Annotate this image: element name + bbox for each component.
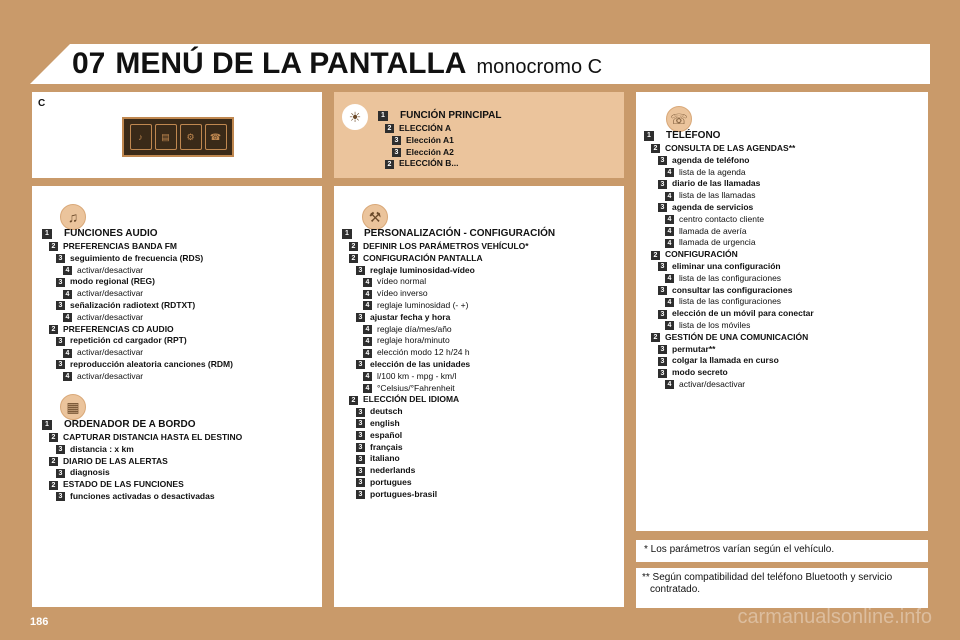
level-badge: 1 xyxy=(342,229,352,239)
level-badge: 3 xyxy=(658,180,667,189)
menu-item-level-3 xyxy=(644,367,814,379)
level-badge: 4 xyxy=(665,239,674,248)
menu-item-level-4 xyxy=(342,347,555,359)
menu-item-level-3 xyxy=(644,178,814,190)
funcion-principal-menu xyxy=(378,108,501,170)
level-badge: 3 xyxy=(658,156,667,165)
menu-item-label: english xyxy=(370,417,400,428)
telefono-panel xyxy=(636,92,928,531)
menu-item-label: reglaje hora/minuto xyxy=(377,335,450,346)
level-badge: 4 xyxy=(665,227,674,236)
menu-item-level-4 xyxy=(42,312,233,324)
menu-item-label: diagnosis xyxy=(70,467,110,478)
level-badge: 3 xyxy=(658,203,667,212)
level-badge: 3 xyxy=(56,445,65,454)
level-badge: 1 xyxy=(644,131,654,141)
menu-item-level-3 xyxy=(644,155,814,167)
level-badge: 1 xyxy=(42,420,52,430)
level-badge: 4 xyxy=(63,290,72,299)
menu-item-level-4 xyxy=(644,190,814,202)
menu-item-label: portugues-brasil xyxy=(370,488,438,499)
level-badge: 3 xyxy=(658,345,667,354)
level-badge: 2 xyxy=(49,242,58,251)
level-badge: 3 xyxy=(56,492,65,501)
level-badge: 4 xyxy=(665,298,674,307)
page-number: 186 xyxy=(30,616,49,628)
menu-item-label: centro contacto cliente xyxy=(679,213,765,224)
menu-item-label: deutsch xyxy=(370,406,403,417)
menu-item-label: eliminar una configuración xyxy=(672,260,781,271)
menu-item-label: activar/desactivar xyxy=(77,288,144,299)
sun-icon: ☀ xyxy=(342,104,368,130)
chapter-number: 07 xyxy=(72,47,106,80)
menu-item-label: PERSONALIZACIÓN - CONFIGURACIÓN xyxy=(364,227,556,239)
title-main: MENÚ DE LA PANTALLA xyxy=(115,47,467,80)
level-badge: 4 xyxy=(363,349,372,358)
menu-item-level-4 xyxy=(342,383,555,395)
menu-item-level-2 xyxy=(644,143,814,155)
level-badge: 2 xyxy=(385,124,394,133)
menu-item-label: CONFIGURACIÓN PANTALLA xyxy=(363,252,483,263)
menu-item-label: activar/desactivar xyxy=(77,347,144,358)
level-badge: 4 xyxy=(665,321,674,330)
menu-item-level-3 xyxy=(342,477,555,489)
level-badge: 3 xyxy=(658,357,667,366)
settings-icon: ⚙ xyxy=(180,124,202,150)
menu-item-label: diario de las llamadas xyxy=(672,178,761,189)
level-badge: 4 xyxy=(63,266,72,275)
menu-item-level-1 xyxy=(42,417,242,432)
menu-item-level-2 xyxy=(42,479,242,491)
level-badge: 3 xyxy=(356,419,365,428)
menu-item-label: ELECCIÓN DEL IDIOMA xyxy=(363,394,460,405)
level-badge: 2 xyxy=(49,481,58,490)
menu-item-label: distancia : x km xyxy=(70,443,134,454)
level-badge: 3 xyxy=(392,148,401,157)
menu-item-label: agenda de teléfono xyxy=(672,154,750,165)
menu-item-label: Elección A2 xyxy=(406,146,454,157)
menu-item-label: colgar la llamada en curso xyxy=(672,355,779,366)
menu-item-label: seguimiento de frecuencia (RDS) xyxy=(70,252,204,263)
menu-item-level-3 xyxy=(42,335,233,347)
menu-item-label: nederlands xyxy=(370,465,416,476)
menu-item-level-4 xyxy=(644,226,814,238)
level-badge: 2 xyxy=(349,242,358,251)
level-badge: 3 xyxy=(356,408,365,417)
level-badge: 4 xyxy=(665,168,674,177)
audio-icon: ♪ xyxy=(130,124,152,150)
menu-item-level-4 xyxy=(644,379,814,391)
level-badge: 1 xyxy=(42,229,52,239)
menu-item-level-4 xyxy=(342,300,555,312)
menu-item-label: agenda de servicios xyxy=(672,201,754,212)
level-badge: 3 xyxy=(356,455,365,464)
menu-item-label: lista de las llamadas xyxy=(679,190,756,201)
page-title xyxy=(72,44,602,84)
menu-item-label: reglaje luminosidad (- +) xyxy=(377,299,469,310)
level-badge: 3 xyxy=(658,369,667,378)
personalizacion-panel xyxy=(334,186,624,607)
level-badge: 2 xyxy=(349,396,358,405)
level-badge: 4 xyxy=(363,372,372,381)
menu-item-label: llamada de urgencia xyxy=(679,237,756,248)
menu-item-level-4 xyxy=(342,288,555,300)
telefono-menu xyxy=(644,128,814,391)
phone-icon: ☎ xyxy=(205,124,227,150)
menu-item-label: GESTIÓN DE UNA COMUNICACIÓN xyxy=(665,331,809,342)
menu-item-level-3 xyxy=(42,253,233,265)
level-badge: 3 xyxy=(356,478,365,487)
level-badge: 2 xyxy=(349,254,358,263)
menu-item-level-3 xyxy=(42,467,242,479)
display-panel xyxy=(32,92,322,178)
menu-item-label: repetición cd cargador (RPT) xyxy=(70,335,187,346)
menu-item-level-2 xyxy=(342,253,555,265)
menu-item-label: señalización radiotext (RDTXT) xyxy=(70,299,196,310)
menu-item-label: français xyxy=(370,441,403,452)
personalization-icon: ⚒ xyxy=(362,204,388,230)
audio-menu xyxy=(42,226,233,383)
menu-item-label: ORDENADOR DE A BORDO xyxy=(64,418,196,430)
menu-item-level-3 xyxy=(42,491,242,503)
menu-item-level-3 xyxy=(342,430,555,442)
menu-item-level-3 xyxy=(342,453,555,465)
menu-item-level-1 xyxy=(644,128,814,143)
level-badge: 4 xyxy=(363,278,372,287)
menu-item-label: lista de las configuraciones xyxy=(679,272,782,283)
menu-item-level-3 xyxy=(378,147,501,159)
level-badge: 3 xyxy=(356,360,365,369)
title-sub: monocromo C xyxy=(476,56,603,78)
menu-item-level-4 xyxy=(644,273,814,285)
menu-item-label: CONSULTA DE LAS AGENDAS** xyxy=(665,143,796,153)
menu-item-level-3 xyxy=(342,465,555,477)
menu-item-level-4 xyxy=(42,265,233,277)
level-badge: 3 xyxy=(658,262,667,271)
menu-item-label: elección de un móvil para conectar xyxy=(672,308,814,319)
level-badge: 4 xyxy=(363,290,372,299)
personalizacion-menu xyxy=(342,226,555,501)
menu-item-level-3 xyxy=(644,285,814,297)
menu-item-level-4 xyxy=(342,276,555,288)
computer-icon: ▤ xyxy=(155,124,177,150)
menu-item-level-3 xyxy=(342,265,555,277)
level-badge: 2 xyxy=(385,160,394,169)
level-badge: 4 xyxy=(63,349,72,358)
level-badge: 3 xyxy=(356,443,365,452)
menu-item-level-4 xyxy=(342,335,555,347)
menu-item-level-1 xyxy=(42,226,233,241)
menu-item-label: vídeo normal xyxy=(377,276,427,287)
menu-item-label: activar/desactivar xyxy=(679,378,746,389)
menu-item-label: FUNCIÓN PRINCIPAL xyxy=(400,109,502,121)
level-badge: 4 xyxy=(363,325,372,334)
menu-item-level-3 xyxy=(644,344,814,356)
level-badge: 2 xyxy=(651,333,660,342)
level-badge: 3 xyxy=(56,337,65,346)
footnote-2-text: ** Según compatibilidad del teléfono Bluetooth y servicio contratado. xyxy=(642,572,893,595)
menu-item-level-3 xyxy=(342,406,555,418)
telephone-icon: ☏ xyxy=(666,106,692,132)
menu-item-level-2 xyxy=(342,394,555,406)
menu-item-label: consultar las configuraciones xyxy=(672,284,793,295)
menu-item-label: CONFIGURACIÓN xyxy=(665,249,738,260)
menu-item-level-4 xyxy=(644,320,814,332)
menu-item-label: modo secreto xyxy=(672,367,728,378)
level-badge: 2 xyxy=(49,433,58,442)
footnote-1 xyxy=(636,540,928,562)
level-badge: 3 xyxy=(56,254,65,263)
display-label: C xyxy=(38,98,46,109)
menu-item-level-4 xyxy=(42,288,233,300)
level-badge: 3 xyxy=(356,266,365,275)
menu-item-label: activar/desactivar xyxy=(77,370,144,381)
menu-item-level-4 xyxy=(342,371,555,383)
level-badge: 3 xyxy=(356,431,365,440)
menu-item-label: reglaje luminosidad-vídeo xyxy=(370,264,475,275)
menu-item-level-3 xyxy=(42,359,233,371)
level-badge: 2 xyxy=(49,325,58,334)
watermark: carmanualsonline.info xyxy=(737,606,932,628)
menu-item-label: PREFERENCIAS CD AUDIO xyxy=(63,323,174,334)
menu-item-level-3 xyxy=(42,444,242,456)
menu-item-level-3 xyxy=(644,308,814,320)
level-badge: 4 xyxy=(363,301,372,310)
footnote-2 xyxy=(636,568,928,608)
level-badge: 4 xyxy=(665,215,674,224)
level-badge: 3 xyxy=(56,469,65,478)
menu-item-label: elección modo 12 h/24 h xyxy=(377,347,470,358)
menu-item-label: TELÉFONO xyxy=(666,129,721,141)
menu-item-level-3 xyxy=(644,261,814,273)
audio-function-icon: ♫ xyxy=(60,204,86,230)
menu-item-level-4 xyxy=(42,347,233,359)
menu-item-label: portugues xyxy=(370,476,412,487)
level-badge: 4 xyxy=(363,337,372,346)
menu-item-level-4 xyxy=(42,371,233,383)
level-badge: 4 xyxy=(63,313,72,322)
menu-item-level-2 xyxy=(378,123,501,135)
menu-item-label: activar/desactivar xyxy=(77,311,144,322)
menu-item-level-2 xyxy=(42,456,242,468)
level-badge: 3 xyxy=(56,278,65,287)
menu-item-label: °Celsius/°Fahrenheit xyxy=(377,382,455,393)
menu-item-label: activar/desactivar xyxy=(77,264,144,275)
audio-panel xyxy=(32,186,322,607)
onboard-computer-icon: ▦ xyxy=(60,394,86,420)
monochrome-display xyxy=(122,117,234,157)
menu-item-level-4 xyxy=(644,296,814,308)
level-badge: 3 xyxy=(392,136,401,145)
menu-item-label: CAPTURAR DISTANCIA HASTA EL DESTINO xyxy=(63,432,243,442)
menu-item-label: lista de las configuraciones xyxy=(679,296,782,307)
level-badge: 2 xyxy=(651,251,660,260)
menu-item-label: reglaje día/mes/año xyxy=(377,323,452,334)
level-badge: 4 xyxy=(665,192,674,201)
menu-item-label: DIARIO DE LAS ALERTAS xyxy=(63,455,168,466)
menu-item-label: FUNCIONES AUDIO xyxy=(64,227,158,239)
funcion-principal-panel xyxy=(334,92,624,178)
menu-item-label: italiano xyxy=(370,453,400,464)
level-badge: 4 xyxy=(665,380,674,389)
menu-item-label: ESTADO DE LAS FUNCIONES xyxy=(63,479,184,490)
menu-item-level-2 xyxy=(644,249,814,261)
menu-item-level-3 xyxy=(378,135,501,147)
menu-item-level-3 xyxy=(342,418,555,430)
menu-item-label: DEFINIR LOS PARÁMETROS VEHÍCULO* xyxy=(363,241,529,251)
menu-item-label: PREFERENCIAS BANDA FM xyxy=(63,241,177,251)
level-badge: 4 xyxy=(63,372,72,381)
menu-item-label: llamada de avería xyxy=(679,225,747,236)
menu-item-label: ajustar fecha y hora xyxy=(370,311,451,322)
menu-item-label: modo regional (REG) xyxy=(70,276,155,287)
level-badge: 2 xyxy=(49,457,58,466)
level-badge: 3 xyxy=(56,360,65,369)
menu-item-level-4 xyxy=(342,324,555,336)
menu-item-label: elección de las unidades xyxy=(370,358,471,369)
menu-item-label: funciones activadas o desactivadas xyxy=(70,490,215,501)
ordenador-menu xyxy=(42,417,242,503)
menu-item-level-2 xyxy=(42,432,242,444)
menu-item-level-2 xyxy=(378,158,501,170)
level-badge: 2 xyxy=(651,144,660,153)
level-badge: 3 xyxy=(658,286,667,295)
menu-item-level-2 xyxy=(42,241,233,253)
menu-item-level-1 xyxy=(342,226,555,241)
level-badge: 4 xyxy=(363,384,372,393)
menu-item-level-4 xyxy=(644,167,814,179)
menu-item-label: español xyxy=(370,429,403,440)
level-badge: 3 xyxy=(658,310,667,319)
menu-item-label: l/100 km - mpg - km/l xyxy=(377,370,457,381)
menu-item-label: permutar** xyxy=(672,343,716,354)
menu-item-label: reproducción aleatoria canciones (RDM) xyxy=(70,358,233,369)
menu-item-level-3 xyxy=(42,300,233,312)
menu-item-level-3 xyxy=(342,312,555,324)
menu-item-label: Elección A1 xyxy=(406,134,454,145)
menu-item-label: lista de la agenda xyxy=(679,166,746,177)
menu-item-level-2 xyxy=(42,324,233,336)
level-badge: 3 xyxy=(56,301,65,310)
menu-item-level-4 xyxy=(644,237,814,249)
menu-item-level-3 xyxy=(644,355,814,367)
level-badge: 4 xyxy=(665,274,674,283)
menu-item-level-3 xyxy=(42,276,233,288)
menu-item-label: vídeo inverso xyxy=(377,288,428,299)
level-badge: 3 xyxy=(356,467,365,476)
footnote-1-text: * Los parámetros varían según el vehículo. xyxy=(644,544,835,555)
menu-item-label: ELECCIÓN B... xyxy=(399,158,459,169)
menu-item-level-2 xyxy=(644,332,814,344)
menu-item-level-3 xyxy=(342,489,555,501)
menu-item-level-3 xyxy=(342,359,555,371)
menu-item-level-4 xyxy=(644,214,814,226)
menu-item-level-3 xyxy=(342,442,555,454)
menu-item-level-1 xyxy=(378,108,501,123)
menu-item-label: ELECCIÓN A xyxy=(399,123,452,133)
level-badge: 3 xyxy=(356,490,365,499)
menu-item-label: lista de los móviles xyxy=(679,319,751,330)
level-badge: 3 xyxy=(356,313,365,322)
menu-item-level-2 xyxy=(342,241,555,253)
level-badge: 1 xyxy=(378,111,388,121)
menu-item-level-3 xyxy=(644,202,814,214)
